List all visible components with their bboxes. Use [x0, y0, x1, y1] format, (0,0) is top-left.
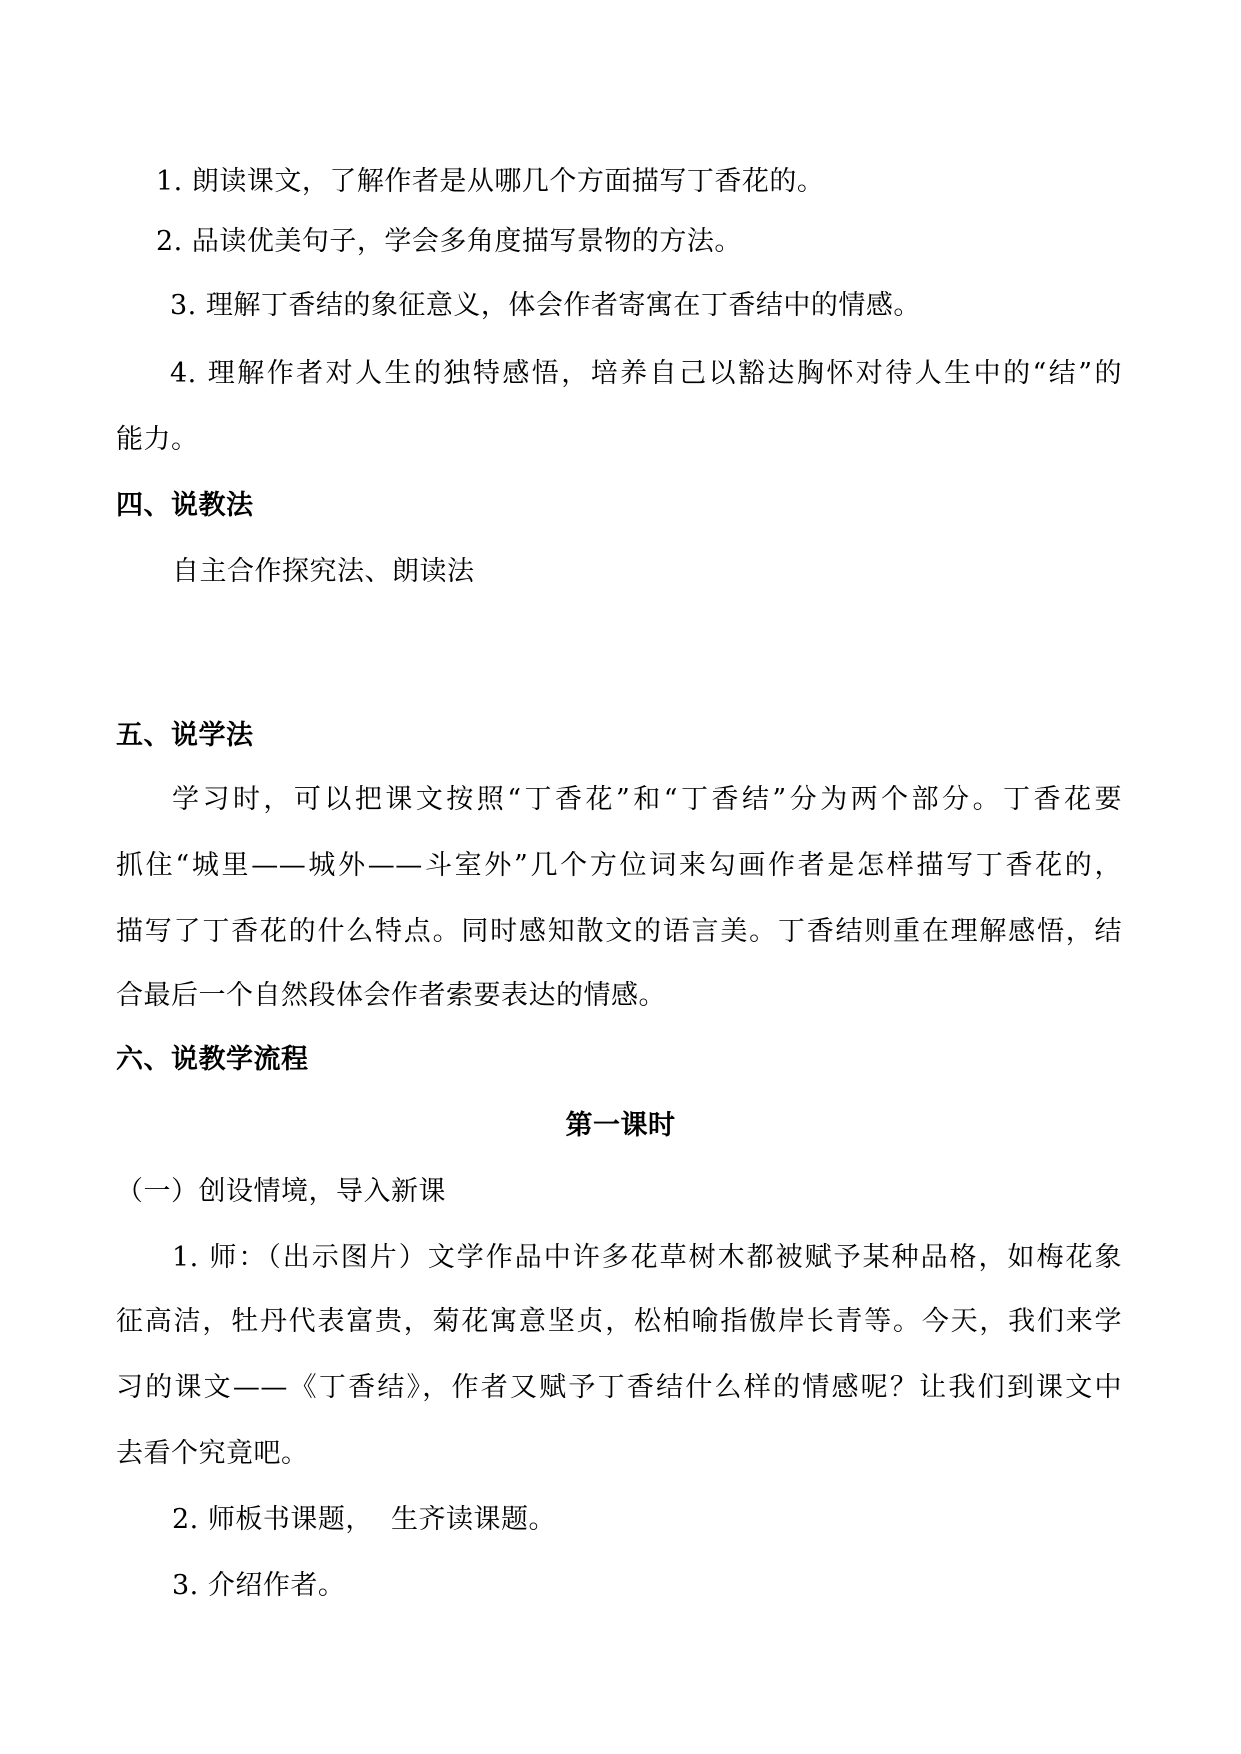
step-1-item-3: 3. 介绍作者。 — [172, 1570, 346, 1601]
section-heading-learning-method: 五、说学法 — [116, 720, 254, 751]
section-heading-teaching-method: 四、说教法 — [116, 490, 254, 521]
learning-method-line-4: 合最后一个自然段体会作者索要表达的情感。 — [116, 980, 666, 1011]
objective-2: 2. 品读优美句子，学会多角度描写景物的方法。 — [156, 226, 742, 257]
step-1-item-1-line-1: 1. 师：（出示图片）文学作品中许多花草树木都被赋予某种品格，如梅花象 — [172, 1242, 1122, 1273]
teaching-method-text: 自主合作探究法、朗读法 — [172, 556, 475, 587]
learning-method-line-3: 描写了丁香花的什么特点。同时感知散文的语言美。丁香结则重在理解感悟，结 — [116, 916, 1122, 947]
step-1-title: （一）创设情境，导入新课 — [116, 1176, 446, 1207]
section-heading-teaching-process: 六、说教学流程 — [116, 1044, 309, 1075]
learning-method-line-1: 学习时，可以把课文按照“丁香花”和“丁香结”分为两个部分。丁香花要 — [172, 784, 1122, 815]
step-1-item-1-line-3: 习的课文——《丁香结》，作者又赋予丁香结什么样的情感呢？让我们到课文中 — [116, 1372, 1122, 1403]
objective-1: 1. 朗读课文，了解作者是从哪几个方面描写丁香花的。 — [156, 166, 825, 197]
step-1-item-1-line-4: 去看个究竟吧。 — [116, 1438, 309, 1469]
objective-4-line-2: 能力。 — [116, 424, 199, 455]
objective-4-line-1: 4. 理解作者对人生的独特感悟，培养自己以豁达胸怀对待人生中的“结”的 — [170, 358, 1122, 389]
learning-method-line-2: 抓住“城里——城外——斗室外”几个方位词来勾画作者是怎样描写丁香花的， — [116, 850, 1122, 881]
objective-3: 3. 理解丁香结的象征意义，体会作者寄寓在丁香结中的情感。 — [170, 290, 921, 321]
step-1-item-2: 2. 师板书课题， 生齐读课题。 — [172, 1504, 557, 1535]
lesson-title: 第一课时 — [565, 1110, 676, 1141]
step-1-item-1-line-2: 征高洁，牡丹代表富贵，菊花寓意坚贞，松柏喻指傲岸长青等。今天，我们来学 — [116, 1306, 1122, 1337]
